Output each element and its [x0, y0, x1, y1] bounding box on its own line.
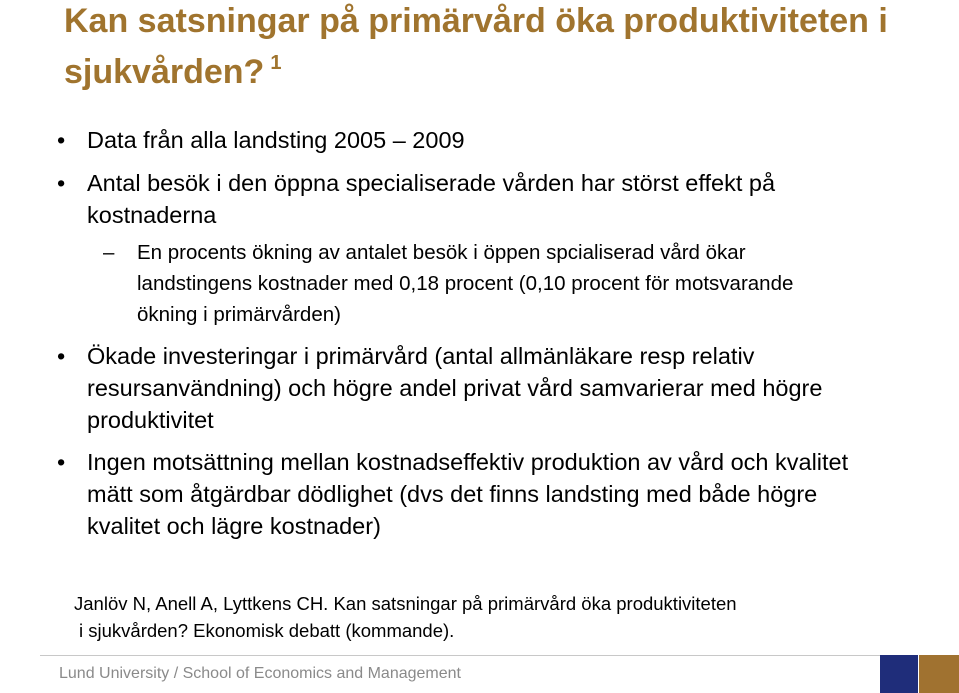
bullet-text: Ökade investeringar i primärvård (antal allmänläkare resp relativ resursanvändning) och högre andel privat vård samvarierar med högre produktivitet: [87, 343, 823, 433]
dash-marker: –: [103, 241, 115, 264]
sub-bullet-text: En procents ökning av antalet besök i öppen spcialiserad vård ökar landstingens kostnader med 0,18 procent (0,10 procent för motsvarande ökning i primärvården): [137, 241, 794, 326]
reference-line: i sjukvården? Ekonomisk debatt (kommande).: [79, 620, 455, 641]
bullet-marker: •: [57, 343, 66, 369]
reference-line: Janlöv N, Anell A, Lyttkens CH. Kan satsningar på primärvård öka produktiviteten: [74, 593, 737, 614]
bullet-item: [0, 124, 877, 156]
slide-title-text: Kan satsningar på primärvård öka produktiviteten i sjukvården?: [64, 2, 888, 91]
bullet-text: Antal besök i den öppna specialiserade vården har störst effekt på kostnaderna: [87, 170, 776, 228]
footer-institution: Lund University / School of Economics and Management: [59, 665, 461, 682]
footer-brand-block-gold: [919, 655, 959, 693]
reference-citation: [74, 590, 874, 644]
bullet-text: Data från alla landsting 2005 – 2009: [87, 127, 465, 153]
bullet-item: [0, 340, 877, 436]
bullet-item: [0, 167, 877, 231]
sub-bullet-item: [0, 237, 827, 330]
slide-title: [64, 0, 924, 93]
footer-divider: [40, 655, 880, 656]
bullet-marker: •: [57, 127, 66, 153]
bullet-text: Ingen motsättning mellan kostnadseffektiv produktion av vård och kvalitet mätt som åtgärdbar dödlighet (dvs det finns landsting med både högre kvalitet och lägre kostnader): [87, 449, 849, 539]
footnote-marker: 1: [270, 52, 282, 74]
bullet-marker: •: [57, 449, 66, 475]
footer-brand-block-navy: [880, 655, 918, 693]
slide-content: [0, 124, 959, 542]
bullet-item: [0, 446, 877, 542]
bullet-marker: •: [57, 170, 66, 196]
